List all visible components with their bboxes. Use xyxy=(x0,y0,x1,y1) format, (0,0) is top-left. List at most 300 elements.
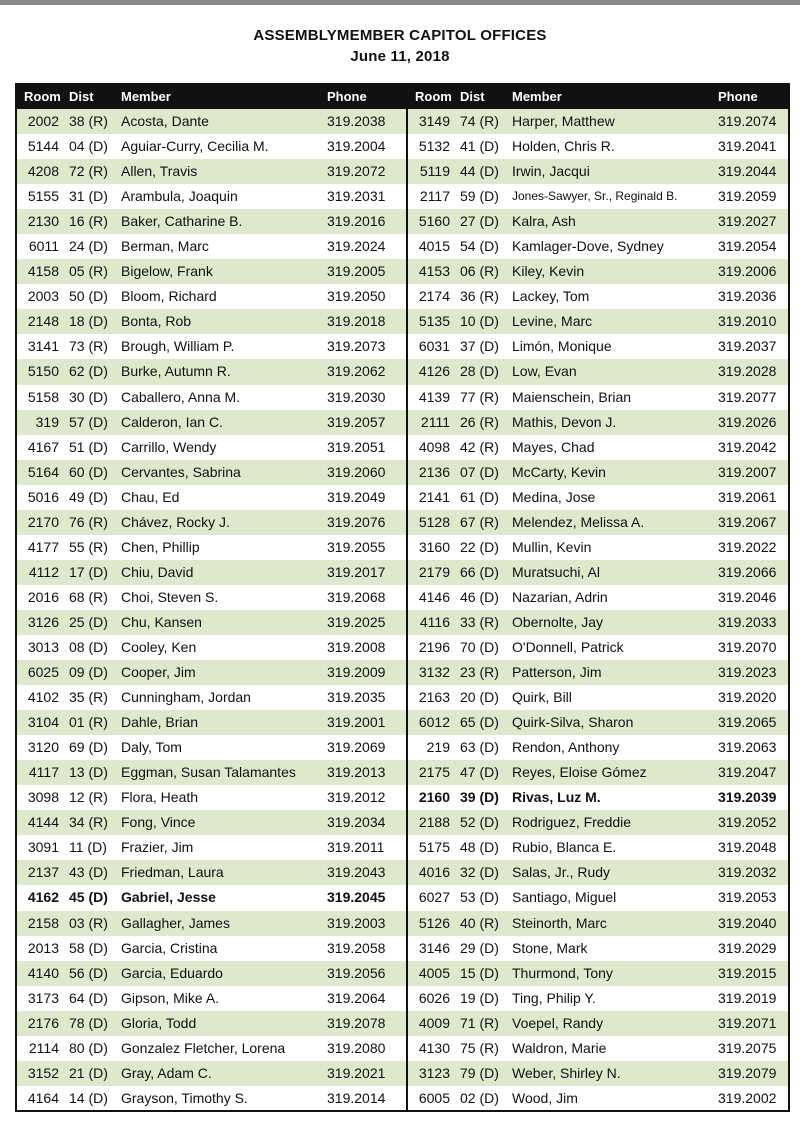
room-cell: 5144 xyxy=(27,138,59,155)
phone-cell: 319.2003 xyxy=(327,914,386,931)
phone-cell: 319.2048 xyxy=(718,839,777,856)
dist-cell: 76 (R) xyxy=(69,513,108,530)
member-cell: Chiu, David xyxy=(121,563,194,580)
table-row xyxy=(17,184,407,209)
dist-cell: 70 (D) xyxy=(460,638,499,655)
phone-cell: 319.2005 xyxy=(327,263,386,280)
phone-cell: 319.2077 xyxy=(718,388,777,405)
phone-cell: 319.2059 xyxy=(718,188,777,205)
dist-cell: 43 (D) xyxy=(69,864,108,881)
header-room: Room xyxy=(415,89,452,104)
table-row xyxy=(408,259,788,284)
table-row xyxy=(17,835,407,860)
table-row xyxy=(408,986,788,1011)
table-row xyxy=(408,1036,788,1061)
table-header xyxy=(17,85,407,109)
table-row xyxy=(17,284,407,309)
room-cell: 2114 xyxy=(28,1039,59,1056)
dist-cell: 68 (R) xyxy=(69,588,108,605)
table-row xyxy=(408,485,788,510)
phone-cell: 319.2065 xyxy=(718,714,777,731)
room-cell: 3126 xyxy=(27,613,59,630)
phone-cell: 319.2035 xyxy=(327,689,386,706)
room-cell: 2188 xyxy=(418,814,450,831)
table-row xyxy=(408,610,788,635)
dist-cell: 31 (D) xyxy=(69,188,108,205)
table-row xyxy=(17,1011,407,1036)
phone-cell: 319.2045 xyxy=(327,889,386,906)
member-cell: Ting, Philip Y. xyxy=(512,989,596,1006)
dist-cell: 73 (R) xyxy=(69,338,108,355)
table-row xyxy=(17,209,407,234)
room-cell: 4009 xyxy=(418,1014,450,1031)
header-phone: Phone xyxy=(718,89,758,104)
table-row xyxy=(408,961,788,986)
dist-cell: 42 (R) xyxy=(460,438,499,455)
phone-cell: 319.2010 xyxy=(718,313,777,330)
phone-cell: 319.2074 xyxy=(718,113,777,129)
table-row xyxy=(408,209,788,234)
phone-cell: 319.2079 xyxy=(718,1064,777,1081)
member-cell: Caballero, Anna M. xyxy=(121,388,241,405)
dist-cell: 10 (D) xyxy=(460,313,499,330)
member-cell: Friedman, Laura xyxy=(121,864,224,881)
phone-cell: 319.2040 xyxy=(718,914,777,931)
room-cell: 5158 xyxy=(27,388,59,405)
table-row xyxy=(17,860,407,885)
room-cell: 4208 xyxy=(27,163,59,180)
table-row xyxy=(408,760,788,785)
room-cell: 3132 xyxy=(418,664,450,681)
table-row xyxy=(408,535,788,560)
table-row xyxy=(17,234,407,259)
dist-cell: 49 (D) xyxy=(69,488,108,505)
phone-cell: 319.2030 xyxy=(327,388,386,405)
member-cell: Melendez, Melissa A. xyxy=(512,513,645,530)
member-cell: Kamlager-Dove, Sydney xyxy=(512,238,664,255)
phone-cell: 319.2039 xyxy=(718,789,777,806)
phone-cell: 319.2062 xyxy=(327,363,386,380)
table-row xyxy=(17,810,407,835)
room-cell: 2148 xyxy=(27,313,59,330)
phone-cell: 319.2001 xyxy=(327,714,386,731)
member-cell: Grayson, Timothy S. xyxy=(121,1089,248,1106)
room-cell: 2117 xyxy=(419,188,450,205)
phone-cell: 319.2049 xyxy=(327,488,386,505)
table-row xyxy=(408,1011,788,1036)
room-cell: 6011 xyxy=(28,238,59,255)
phone-cell: 319.2057 xyxy=(327,413,386,430)
header-member: Member xyxy=(121,89,171,104)
dist-cell: 21 (D) xyxy=(69,1064,108,1081)
phone-cell: 319.2028 xyxy=(718,363,777,380)
phone-cell: 319.2078 xyxy=(327,1014,386,1031)
room-cell: 5126 xyxy=(418,914,450,931)
phone-cell: 319.2032 xyxy=(718,864,777,881)
dist-cell: 61 (D) xyxy=(460,488,499,505)
table-row xyxy=(17,585,407,610)
member-cell: Gipson, Mike A. xyxy=(121,989,220,1006)
table-row xyxy=(408,1086,788,1111)
dist-cell: 13 (D) xyxy=(69,764,108,781)
member-cell: Brough, William P. xyxy=(121,338,235,355)
phone-cell: 319.2026 xyxy=(718,413,777,430)
room-cell: 3091 xyxy=(27,839,59,856)
member-cell: Mullin, Kevin xyxy=(512,538,592,555)
member-cell: Frazier, Jim xyxy=(121,839,194,856)
member-cell: Weber, Shirley N. xyxy=(512,1064,621,1081)
room-cell: 2130 xyxy=(27,213,59,230)
member-cell: Eggman, Susan Talamantes xyxy=(121,764,296,781)
phone-cell: 319.2042 xyxy=(718,438,777,455)
table-row xyxy=(408,560,788,585)
table-row xyxy=(408,334,788,359)
member-cell: Quirk-Silva, Sharon xyxy=(512,714,634,731)
room-cell: 3149 xyxy=(418,113,450,129)
room-cell: 2111 xyxy=(420,413,450,430)
dist-cell: 74 (R) xyxy=(460,113,499,129)
table-row xyxy=(17,109,407,134)
room-cell: 6012 xyxy=(418,714,450,731)
header-member: Member xyxy=(512,89,562,104)
member-cell: Gallagher, James xyxy=(121,914,230,931)
phone-cell: 319.2061 xyxy=(718,488,777,505)
dist-cell: 56 (D) xyxy=(69,964,108,981)
dist-cell: 78 (D) xyxy=(69,1014,108,1031)
room-cell: 3104 xyxy=(27,714,59,731)
table-row xyxy=(408,284,788,309)
dist-cell: 23 (R) xyxy=(460,664,499,681)
phone-cell: 319.2041 xyxy=(718,138,777,155)
member-cell: Baker, Catharine B. xyxy=(121,213,243,230)
room-cell: 5150 xyxy=(27,363,59,380)
table-row xyxy=(408,860,788,885)
phone-cell: 319.2009 xyxy=(327,664,386,681)
member-cell: Waldron, Marie xyxy=(512,1039,607,1056)
dist-cell: 03 (R) xyxy=(69,914,108,931)
table-row xyxy=(408,109,788,134)
phone-cell: 319.2037 xyxy=(718,338,777,355)
room-cell: 2016 xyxy=(27,588,59,605)
member-cell: Rendon, Anthony xyxy=(512,739,620,756)
room-cell: 2013 xyxy=(27,939,59,956)
table-row xyxy=(17,1086,407,1111)
room-cell: 4167 xyxy=(27,438,59,455)
dist-cell: 38 (R) xyxy=(69,113,108,129)
member-cell: Obernolte, Jay xyxy=(512,613,604,630)
dist-cell: 41 (D) xyxy=(460,138,499,155)
table-row xyxy=(408,410,788,435)
right-rows xyxy=(408,109,788,1111)
room-cell: 5119 xyxy=(419,163,450,180)
phone-cell: 319.2047 xyxy=(718,764,777,781)
room-cell: 4144 xyxy=(27,814,59,831)
table-row xyxy=(17,685,407,710)
room-cell: 6026 xyxy=(418,989,450,1006)
table-header xyxy=(408,85,788,109)
room-cell: 2003 xyxy=(27,288,59,305)
phone-cell: 319.2076 xyxy=(327,513,386,530)
dist-cell: 14 (D) xyxy=(69,1089,108,1106)
room-cell: 2174 xyxy=(418,288,450,305)
table-row xyxy=(17,885,407,910)
member-cell: Low, Evan xyxy=(512,363,577,380)
phone-cell: 319.2033 xyxy=(718,613,777,630)
dist-cell: 06 (R) xyxy=(460,263,499,280)
dist-cell: 39 (D) xyxy=(460,789,499,806)
table-row xyxy=(17,760,407,785)
table-row xyxy=(17,134,407,159)
dist-cell: 34 (R) xyxy=(69,814,108,831)
member-cell: Levine, Marc xyxy=(512,313,593,330)
member-cell: Garcia, Eduardo xyxy=(121,964,223,981)
left-rows xyxy=(17,109,407,1111)
table-row xyxy=(17,986,407,1011)
member-cell: Daly, Tom xyxy=(121,739,182,756)
member-cell: Dahle, Brian xyxy=(121,714,199,731)
member-cell: Limón, Monique xyxy=(512,338,612,355)
dist-cell: 50 (D) xyxy=(69,288,108,305)
dist-cell: 07 (D) xyxy=(460,463,499,480)
table-row xyxy=(408,835,788,860)
room-cell: 3141 xyxy=(27,338,59,355)
table-row xyxy=(408,134,788,159)
member-cell: Chau, Ed xyxy=(121,488,180,505)
dist-cell: 60 (D) xyxy=(69,463,108,480)
phone-cell: 319.2055 xyxy=(327,538,386,555)
dist-cell: 59 (D) xyxy=(460,188,499,205)
table-row xyxy=(17,635,407,660)
table-row xyxy=(408,785,788,810)
phone-cell: 319.2072 xyxy=(327,163,386,180)
table-row xyxy=(17,410,407,435)
member-cell: Cervantes, Sabrina xyxy=(121,463,241,480)
phone-cell: 319.2014 xyxy=(327,1089,386,1106)
member-cell: Bonta, Rob xyxy=(121,313,192,330)
phone-cell: 319.2011 xyxy=(327,839,385,856)
table-row xyxy=(17,159,407,184)
member-cell: Chu, Kansen xyxy=(121,613,202,630)
table-row xyxy=(408,385,788,410)
room-cell: 2170 xyxy=(27,513,59,530)
member-cell: Rivas, Luz M. xyxy=(512,789,601,806)
phone-cell: 319.2038 xyxy=(327,113,386,129)
dist-cell: 79 (D) xyxy=(460,1064,499,1081)
phone-cell: 319.2051 xyxy=(327,438,386,455)
table-row xyxy=(408,184,788,209)
room-cell: 4177 xyxy=(27,538,59,555)
member-cell: Carrillo, Wendy xyxy=(121,438,217,455)
room-cell: 319 xyxy=(35,413,59,430)
table-row xyxy=(17,359,407,384)
member-cell: Lackey, Tom xyxy=(512,288,590,305)
dist-cell: 12 (R) xyxy=(69,789,108,806)
dist-cell: 22 (D) xyxy=(460,538,499,555)
room-cell: 6031 xyxy=(418,338,450,355)
member-cell: Flora, Heath xyxy=(121,789,199,806)
phone-cell: 319.2029 xyxy=(718,939,777,956)
member-cell: Calderon, Ian C. xyxy=(121,413,223,430)
room-cell: 2137 xyxy=(27,864,59,881)
phone-cell: 319.2015 xyxy=(718,964,777,981)
member-cell: Medina, Jose xyxy=(512,488,596,505)
header-dist: Dist xyxy=(460,89,485,104)
member-cell: Choi, Steven S. xyxy=(121,588,219,605)
dist-cell: 69 (D) xyxy=(69,739,108,756)
member-cell: Cooley, Ken xyxy=(121,638,197,655)
dist-cell: 71 (R) xyxy=(460,1014,499,1031)
dist-cell: 09 (D) xyxy=(69,664,108,681)
dist-cell: 35 (R) xyxy=(69,689,108,706)
room-cell: 5128 xyxy=(418,513,450,530)
dist-cell: 02 (D) xyxy=(460,1089,499,1106)
table-row xyxy=(408,309,788,334)
room-cell: 3152 xyxy=(27,1064,59,1081)
member-cell: Fong, Vince xyxy=(121,814,196,831)
phone-cell: 319.2060 xyxy=(327,463,386,480)
dist-cell: 40 (R) xyxy=(460,914,499,931)
phone-cell: 319.2034 xyxy=(327,814,386,831)
header-room: Room xyxy=(24,89,61,104)
dist-cell: 36 (R) xyxy=(460,288,499,305)
dist-cell: 01 (R) xyxy=(69,714,108,731)
table-row xyxy=(17,309,407,334)
room-cell: 3146 xyxy=(418,939,450,956)
room-cell: 4146 xyxy=(418,588,450,605)
phone-cell: 319.2031 xyxy=(327,188,386,205)
phone-cell: 319.2068 xyxy=(327,588,386,605)
page-title: ASSEMBLYMEMBER CAPITOL OFFICES xyxy=(253,27,547,44)
phone-cell: 319.2004 xyxy=(327,138,386,155)
table-row xyxy=(408,234,788,259)
room-cell: 4112 xyxy=(28,563,59,580)
room-cell: 5175 xyxy=(418,839,450,856)
phone-cell: 319.2053 xyxy=(718,889,777,906)
member-cell: Gloria, Todd xyxy=(121,1014,197,1031)
member-cell: Berman, Marc xyxy=(121,238,209,255)
table-row xyxy=(17,435,407,460)
dist-cell: 54 (D) xyxy=(460,238,499,255)
dist-cell: 32 (D) xyxy=(460,864,499,881)
table-row xyxy=(17,510,407,535)
table-row xyxy=(408,710,788,735)
header-dist: Dist xyxy=(69,89,94,104)
dist-cell: 62 (D) xyxy=(69,363,108,380)
dist-cell: 15 (D) xyxy=(460,964,499,981)
phone-cell: 319.2020 xyxy=(718,689,777,706)
room-cell: 4158 xyxy=(27,263,59,280)
room-cell: 2163 xyxy=(418,689,450,706)
member-cell: Arambula, Joaquin xyxy=(121,188,238,205)
phone-cell: 319.2052 xyxy=(718,814,777,831)
member-cell: Stone, Mark xyxy=(512,939,588,956)
dist-cell: 05 (R) xyxy=(69,263,108,280)
dist-cell: 26 (R) xyxy=(460,413,499,430)
member-cell: Gabriel, Jesse xyxy=(121,889,216,906)
table-row xyxy=(17,535,407,560)
table-row xyxy=(17,485,407,510)
phone-cell: 319.2058 xyxy=(327,939,386,956)
room-cell: 4005 xyxy=(418,964,450,981)
phone-cell: 319.2006 xyxy=(718,263,777,280)
room-cell: 6027 xyxy=(418,889,450,906)
phone-cell: 319.2044 xyxy=(718,163,777,180)
page-date: June 11, 2018 xyxy=(350,48,450,65)
dist-cell: 17 (D) xyxy=(69,563,108,580)
dist-cell: 77 (R) xyxy=(460,388,499,405)
member-cell: Rodriguez, Freddie xyxy=(512,814,632,831)
dist-cell: 57 (D) xyxy=(69,413,108,430)
table-row xyxy=(408,810,788,835)
room-cell: 4126 xyxy=(418,363,450,380)
phone-cell: 319.2025 xyxy=(327,613,386,630)
member-cell: Santiago, Miguel xyxy=(512,889,617,906)
room-cell: 4164 xyxy=(27,1089,59,1106)
room-cell: 2196 xyxy=(418,638,450,655)
table-row xyxy=(408,585,788,610)
table-row xyxy=(17,610,407,635)
table-row xyxy=(17,785,407,810)
member-cell: Rubio, Blanca E. xyxy=(512,839,617,856)
phone-cell: 319.2056 xyxy=(327,964,386,981)
table-row xyxy=(17,259,407,284)
member-cell: Thurmond, Tony xyxy=(512,964,613,981)
room-cell: 2136 xyxy=(418,463,450,480)
member-cell: Wood, Jim xyxy=(512,1089,578,1106)
table-row xyxy=(408,1061,788,1086)
dist-cell: 18 (D) xyxy=(69,313,108,330)
room-cell: 2158 xyxy=(27,914,59,931)
member-cell: Patterson, Jim xyxy=(512,664,602,681)
phone-cell: 319.2071 xyxy=(718,1014,777,1031)
room-cell: 2179 xyxy=(418,563,450,580)
dist-cell: 27 (D) xyxy=(460,213,499,230)
table-row xyxy=(408,936,788,961)
table-row xyxy=(17,961,407,986)
member-cell: Steinorth, Marc xyxy=(512,914,607,931)
room-cell: 4015 xyxy=(418,238,450,255)
left-table xyxy=(15,83,409,1112)
dist-cell: 75 (R) xyxy=(460,1039,499,1056)
room-cell: 6005 xyxy=(418,1089,450,1106)
member-cell: O'Donnell, Patrick xyxy=(512,638,624,655)
phone-cell: 319.2021 xyxy=(327,1064,386,1081)
dist-cell: 44 (D) xyxy=(460,163,499,180)
dist-cell: 63 (D) xyxy=(460,739,499,756)
member-cell: Kiley, Kevin xyxy=(512,263,585,280)
room-cell: 6025 xyxy=(27,664,59,681)
room-cell: 4130 xyxy=(418,1039,450,1056)
room-cell: 4153 xyxy=(418,263,450,280)
member-cell: Allen, Travis xyxy=(121,163,198,180)
dist-cell: 08 (D) xyxy=(69,638,108,655)
table-row xyxy=(408,435,788,460)
member-cell: McCarty, Kevin xyxy=(512,463,606,480)
dist-cell: 46 (D) xyxy=(460,588,499,605)
room-cell: 5155 xyxy=(27,188,59,205)
table-row xyxy=(17,560,407,585)
dist-cell: 55 (R) xyxy=(69,538,108,555)
dist-cell: 28 (D) xyxy=(460,363,499,380)
dist-cell: 20 (D) xyxy=(460,689,499,706)
dist-cell: 66 (D) xyxy=(460,563,499,580)
member-cell: Chávez, Rocky J. xyxy=(121,513,230,530)
dist-cell: 29 (D) xyxy=(460,939,499,956)
phone-cell: 319.2073 xyxy=(327,338,386,355)
member-cell: Kalra, Ash xyxy=(512,213,576,230)
room-cell: 3160 xyxy=(418,538,450,555)
member-cell: Reyes, Eloise Gómez xyxy=(512,764,647,781)
